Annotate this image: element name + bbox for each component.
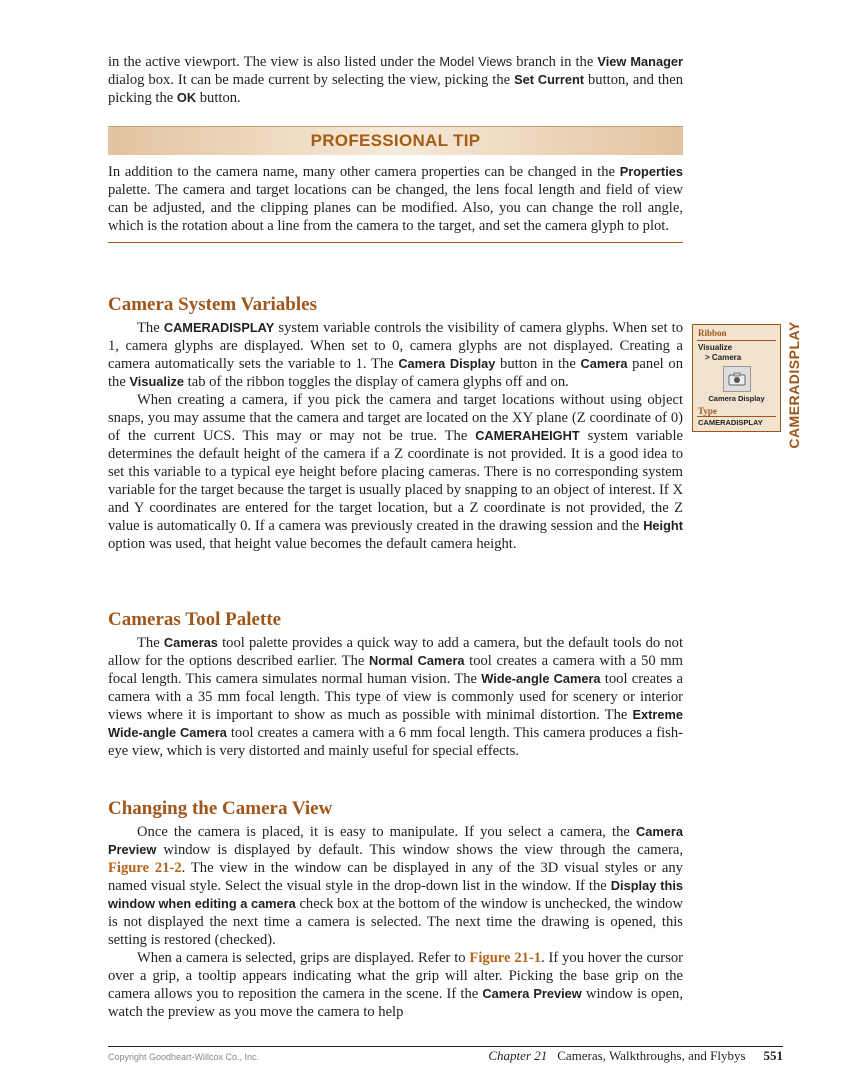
ui-term: Wide-angle Camera [481, 671, 601, 686]
text-run: dialog box. It can be made current by selecting the view, picking the [108, 72, 515, 88]
chapter-title: Cameras, Walkthroughs, and Flybys [557, 1048, 746, 1063]
page-number: 551 [763, 1048, 783, 1063]
paragraph [108, 319, 683, 391]
ui-term: Normal Camera [368, 653, 465, 668]
text-run: tool palette provides a quick way to add a camera, but the default tools do not allow for the options described earlier. The [108, 635, 683, 669]
text-run: Once the camera is placed, it is easy to manipulate. If you select a camera, the [137, 824, 637, 840]
tip-divider [108, 242, 683, 243]
copyright: Copyright Goodheart-Willcox Co., Inc. [108, 1052, 260, 1062]
ui-term: CAMERAHEIGHT [475, 428, 580, 443]
type-value: CAMERADISPLAY [698, 418, 763, 427]
ui-term: Display this window when editing a camera [108, 878, 683, 911]
camera-icon [723, 366, 751, 392]
figure-link[interactable]: Figure 21-1 [469, 950, 542, 966]
text-run: check box at the bottom of the window is unchecked, the window is not displayed the next time a camera is selected. The next time the drawing is opened, this setting is restored (checked). [108, 896, 683, 948]
type-label: Type [698, 406, 717, 416]
text-run: tool creates a camera with a 6 mm focal length. This camera produces a fish-eye view, which is very distorted and mainly useful for special effects. [108, 725, 683, 759]
chapter-number: Chapter 21 [488, 1048, 548, 1063]
ui-term: Camera [580, 356, 628, 371]
ui-term: View Manager [597, 54, 683, 69]
text-run: tab of the ribbon toggles the display of camera glyphs off and on. [184, 374, 569, 390]
section-changing-camera-view [108, 797, 683, 1021]
figure-link[interactable]: Figure 21-2 [108, 860, 182, 876]
ui-term: Visualize [129, 374, 185, 389]
divider [697, 340, 776, 341]
ribbon-label: Ribbon [698, 328, 727, 338]
text-run: palette. The camera and target locations can be changed, the lens focal length and field of view can be adjusted, and the clipping planes can be modified. Also, you can change the roll angle, which is the rotation about a line from the camera to the target, and set the camera glyph to plot. [108, 182, 683, 234]
text-run: button in the [495, 356, 581, 372]
text-run: system variable controls the visibility of camera glyphs. When set to 1, camera glyphs are displayed. When set to 0, camera glyphs are not displayed. Creating a camera automatically sets the variable to 1. The [108, 320, 683, 372]
paragraph [108, 634, 683, 760]
text-run: branch in the [512, 54, 598, 70]
ui-term: Properties [619, 164, 683, 179]
ui-term: Extreme Wide-angle Camera [108, 707, 683, 740]
tip-title: PROFESSIONAL TIP [108, 126, 683, 155]
divider [697, 416, 776, 417]
text-run: The [137, 320, 164, 336]
text-run: tool creates a camera with a 50 mm focal length. This camera simulates normal human vision. The [108, 653, 683, 687]
page-footer [108, 1046, 783, 1063]
ui-term: Set Current [514, 72, 585, 87]
text-run: . The view in the window can be displayed in any of the 3D visual styles or any named visual style. Select the visual style in the drop-down list in the window. If the [108, 860, 683, 894]
text-run: When creating a camera, if you pick the camera and target locations without using object snaps, you may assume that the camera and target are located on the XY plane (Z coordinate of 0) of the current UCS. This may or may not be true. The [108, 392, 683, 444]
text-run: window is open, watch the preview as you move the camera to help [108, 986, 683, 1020]
ui-term: Camera Display [398, 356, 496, 371]
section-heading: Cameras Tool Palette [108, 609, 282, 630]
section-heading: Camera System Variables [108, 294, 317, 315]
text-run: button. [196, 90, 241, 106]
ui-term: Cameras [163, 635, 218, 650]
section-cameras-tool-palette [108, 608, 683, 760]
ribbon-tab: Visualize [698, 343, 733, 352]
intro-text [108, 53, 683, 107]
ui-term: Camera Preview [482, 986, 582, 1001]
text-run: The [137, 635, 164, 651]
text-run: option was used, that height value becomes the default camera height. [108, 536, 517, 552]
command-sidebar [692, 324, 781, 432]
text-run: When a camera is selected, grips are displayed. Refer to [137, 950, 470, 966]
paragraph [108, 391, 683, 553]
ui-term: CAMERADISPLAY [163, 320, 275, 335]
text-run: button, and then picking the [108, 72, 684, 106]
text-run: tool creates a camera with a 35 mm focal length. This type of view is commonly used for scenery or interior views where it is important to show as much as possible with minimal distortion. The [108, 671, 683, 723]
intro-paragraph [108, 53, 683, 107]
camera-display-label: Camera Display [708, 394, 765, 403]
ui-term: Height [643, 518, 683, 533]
section-camera-system-variables [108, 293, 683, 553]
running-footer [488, 1048, 783, 1064]
paragraph [108, 823, 683, 949]
text-run: panel on the [108, 356, 683, 390]
tip-body [108, 163, 683, 235]
text-run: system variable determines the default height of the camera if a Z coordinate is not provided. It is a good idea to set this variable to a typical eye height before placing cameras. There is no corresponding system variable for the target because the target is usually placed by snapping to an object of interest. If X and Y coordinates are entered for the target location, but a Z coordinate is not provided, the Z value is automatically 0. If a camera was previously created in the drawing session and the [108, 428, 683, 534]
ui-term: Camera Preview [108, 824, 683, 857]
ribbon-panel: > Camera [705, 353, 742, 362]
text-run: In addition to the camera name, many other camera properties can be changed in the [108, 164, 620, 180]
section-heading: Changing the Camera View [108, 798, 333, 819]
paragraph [108, 949, 683, 1021]
text-run: . If you hover the cursor over a grip, a tooltip appears indicating what the grip will alter. Picking the base grip on the camera allows you to reposition the camera in the scene. If the [108, 950, 683, 1002]
text-run: window is displayed by default. This window shows the view through the camera, [156, 842, 683, 858]
ui-term: OK [176, 90, 197, 105]
professional-tip [108, 126, 683, 243]
ui-term: Model Views [439, 54, 513, 69]
sidebar-vertical-title [784, 321, 804, 449]
vertical-title-text: CAMERADISPLAY [786, 321, 802, 449]
text-run: in the active viewport. The view is also listed under the [108, 54, 440, 70]
